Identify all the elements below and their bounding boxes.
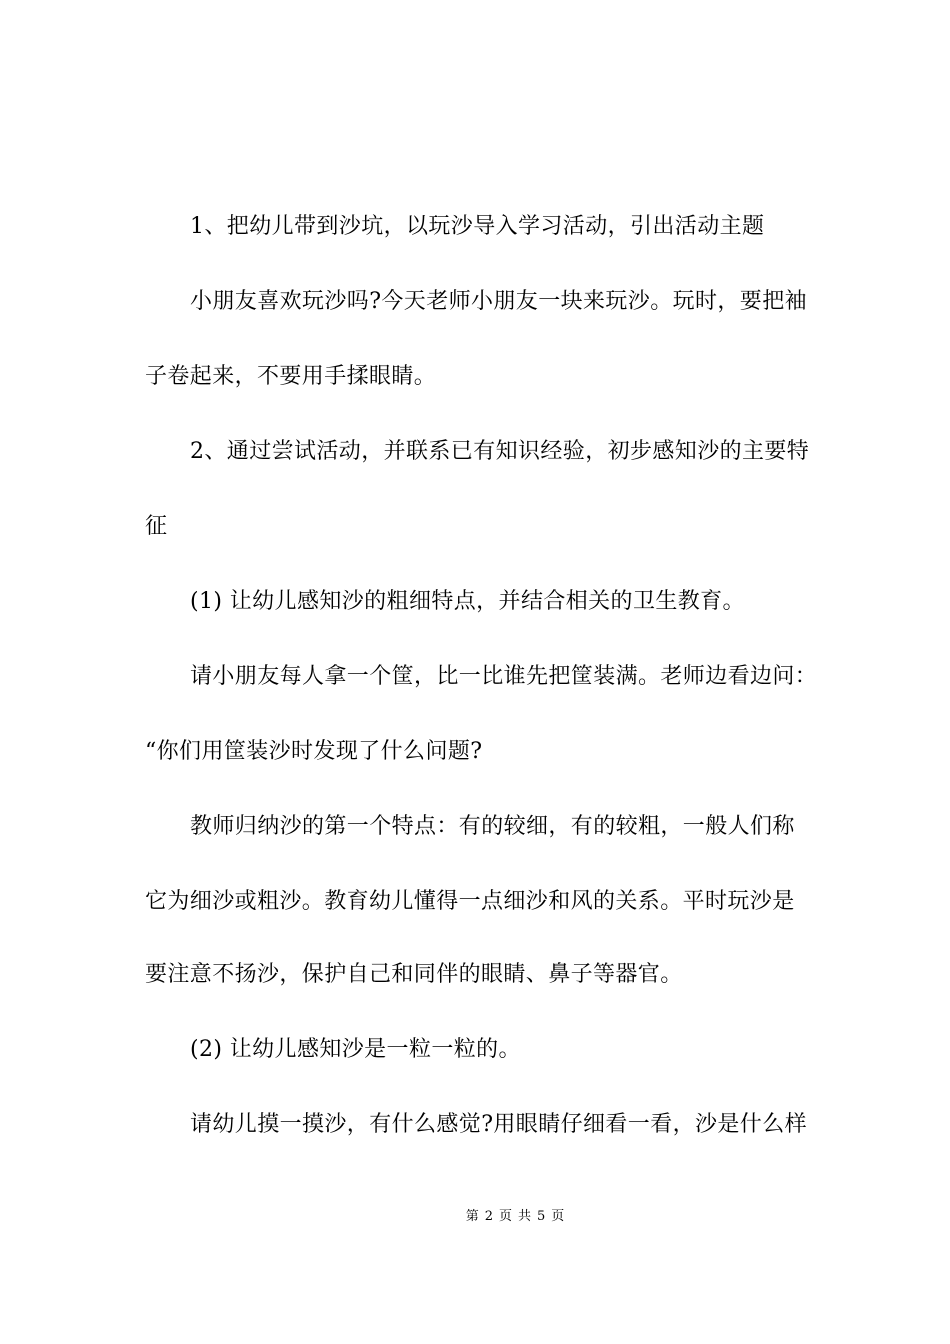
footer-total-pages: 5	[537, 1209, 546, 1224]
paragraph-line-9: 教师归纳沙的第一个特点：有的较细，有的较粗，一般人们称	[190, 814, 795, 839]
paragraph-line-10: 它为细沙或粗沙。教育幼儿懂得一点细沙和风的关系。平时玩沙是	[145, 889, 795, 914]
footer-gong: 共	[518, 1209, 532, 1224]
paragraph-line-7: 请小朋友每人拿一个筐，比一比谁先把筐装满。老师边看边问：	[190, 664, 818, 689]
paragraph-line-6: (1) 让幼儿感知沙的粗细特点，并结合相关的卫生教育。	[190, 589, 745, 614]
paragraph-line-12: (2) 让幼儿感知沙是一粒一粒的。	[190, 1037, 521, 1062]
footer-current-page: 2	[484, 1209, 493, 1224]
paragraph-line-11: 要注意不扬沙，保护自己和同伴的眼睛、鼻子等器官。	[145, 962, 683, 987]
paragraph-line-5: 征	[145, 514, 168, 539]
footer-ye: 页	[498, 1209, 512, 1224]
paragraph-line-8: “你们用筐装沙时发现了什么问题?	[145, 739, 483, 764]
footer-di: 第	[465, 1209, 479, 1224]
paragraph-line-1: 1、把幼儿带到沙坑，以玩沙导入学习活动，引出活动主题	[190, 214, 765, 239]
page-footer	[0, 1208, 950, 1226]
paragraph-line-2: 小朋友喜欢玩沙吗?今天老师小朋友一块来玩沙。玩时，要把袖	[190, 289, 807, 314]
paragraph-line-3: 子卷起来，不要用手揉眼睛。	[145, 364, 437, 389]
paragraph-line-4: 2、通过尝试活动，并联系已有知识经验，初步感知沙的主要特	[190, 439, 810, 464]
footer-ye2: 页	[551, 1209, 565, 1224]
paragraph-line-13: 请幼儿摸一摸沙，有什么感觉?用眼睛仔细看一看，沙是什么样	[190, 1112, 807, 1137]
